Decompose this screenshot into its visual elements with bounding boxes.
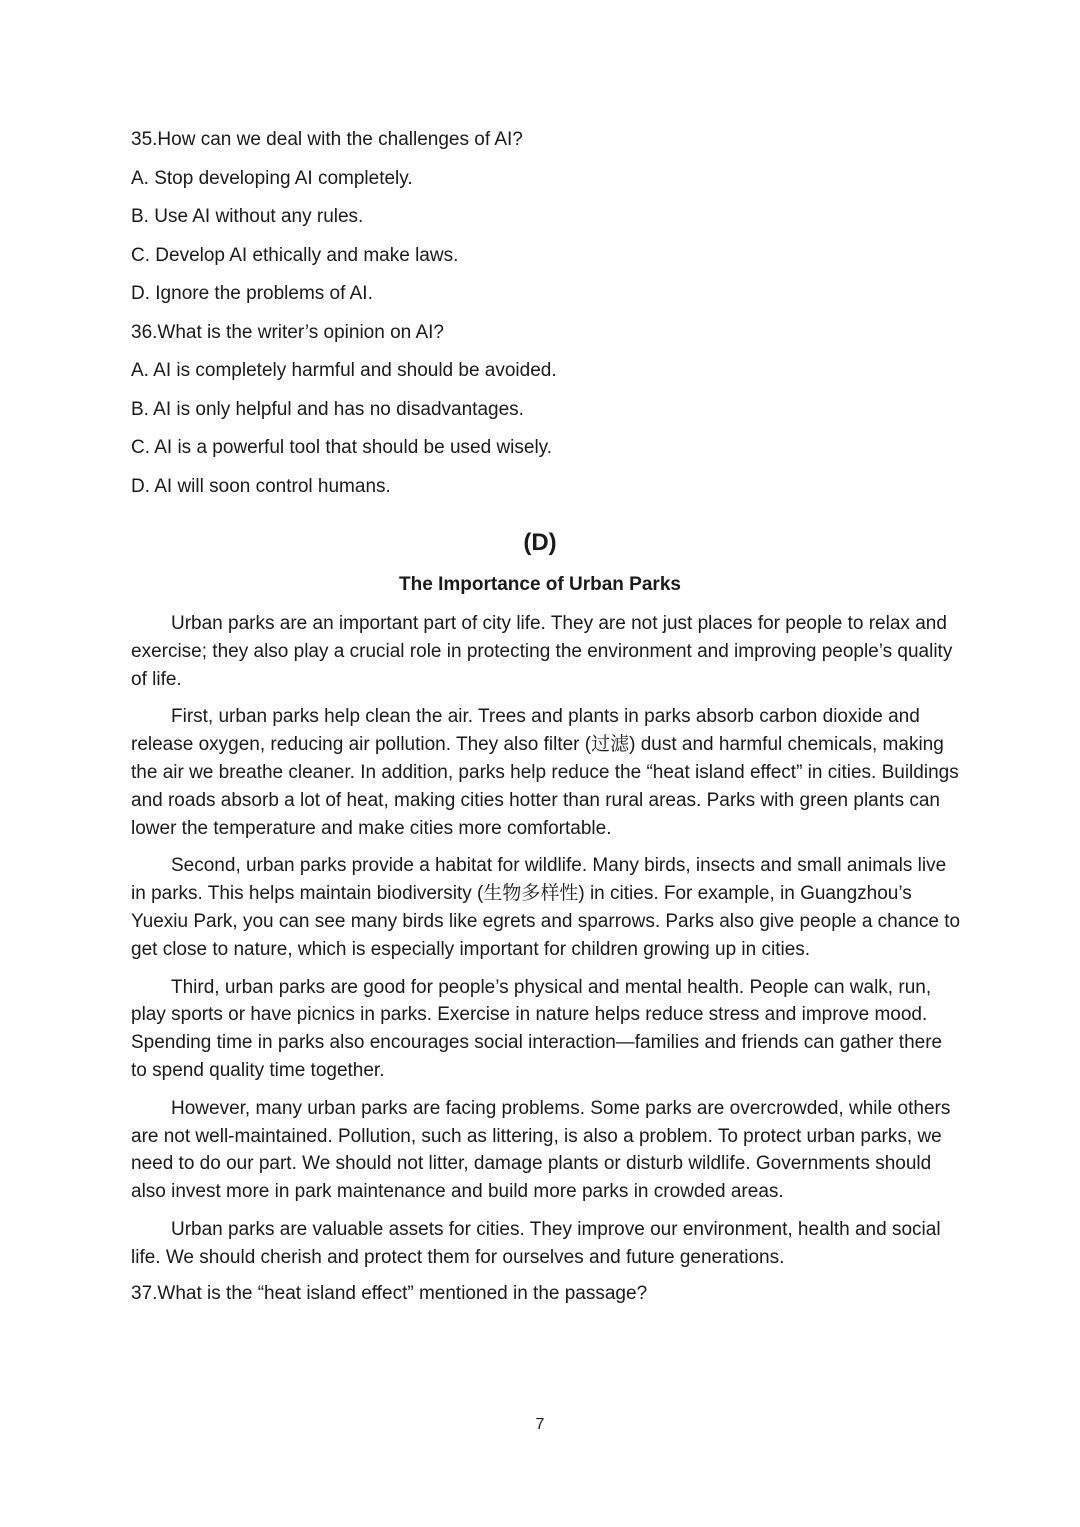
questions-35-36 bbox=[131, 128, 961, 513]
q36-option-d: D. AI will soon control humans. bbox=[131, 475, 391, 497]
paragraph-6: Urban parks are valuable assets for cities. They improve our environment, health and social life. We should cherish and protect them for ourselves and future generations. bbox=[131, 1218, 941, 1268]
q36-option-b: B. AI is only helpful and has no disadvantages. bbox=[131, 398, 524, 420]
q35-option-a: A. Stop developing AI completely. bbox=[131, 167, 413, 189]
section-label: (D) bbox=[523, 529, 557, 556]
article-title: The Importance of Urban Parks bbox=[399, 574, 681, 595]
paragraph-3: Second, urban parks provide a habitat for wildlife. Many birds, insects and small animals live in parks. This helps maintain biodiversity (生物多样性) in cities. For example, in Guangzhou’s Yuexiu Park, you can see many birds like egrets and sparrows. Parks also give people a chance to get close to nature, which is especially important for children growing up in cities. bbox=[131, 855, 961, 960]
article-body bbox=[131, 610, 961, 1306]
question-35: 35.How can we deal with the challenges of AI? bbox=[131, 129, 523, 150]
q35-option-b: B. Use AI without any rules. bbox=[131, 206, 364, 227]
paragraph-5: However, many urban parks are facing problems. Some parks are overcrowded, while others are not well-maintained. Pollution, such as littering, is also a problem. To protect urban parks, we need to do our part. We should not litter, damage plants or disturb wildlife. Governments should also invest more in park maintenance and build more parks in crowded areas. bbox=[131, 1097, 951, 1203]
page-number: 7 bbox=[535, 1416, 545, 1433]
q36-option-c: C. AI is a powerful tool that should be used wisely. bbox=[131, 437, 553, 458]
q36-option-a: A. AI is completely harmful and should be avoided. bbox=[131, 360, 557, 381]
paragraph-1: Urban parks are an important part of city life. They are not just places for people to relax and exercise; they also play a crucial role in protecting the environment and improving people’s quality of life. bbox=[131, 613, 953, 690]
paragraph-2: First, urban parks help clean the air. Trees and plants in parks absorb carbon dioxide and release oxygen, reducing air pollution. They also filter (过滤) dust and harmful chemicals, making the air we breathe cleaner. In addition, parks help reduce the “heat island effect” in cities. Buildings and roads absorb a lot of heat, making cities hotter than rural areas. Parks with green plants can lower the temperature and make cities more comfortable. bbox=[131, 706, 959, 839]
q35-option-c: C. Develop AI ethically and make laws. bbox=[131, 244, 459, 266]
paragraph-4: Third, urban parks are good for people’s physical and mental health. People can walk, run, play sports or have picnics in parks. Exercise in nature helps reduce stress and improve mood. Spending time in parks also encourages social interaction—families and friends can gather there to spend quality time together. bbox=[131, 976, 943, 1081]
question-37: 37.What is the “heat island effect” mentioned in the passage? bbox=[131, 1282, 648, 1304]
question-36: 36.What is the writer’s opinion on AI? bbox=[131, 321, 444, 343]
q35-option-d: D. Ignore the problems of AI. bbox=[131, 283, 373, 304]
